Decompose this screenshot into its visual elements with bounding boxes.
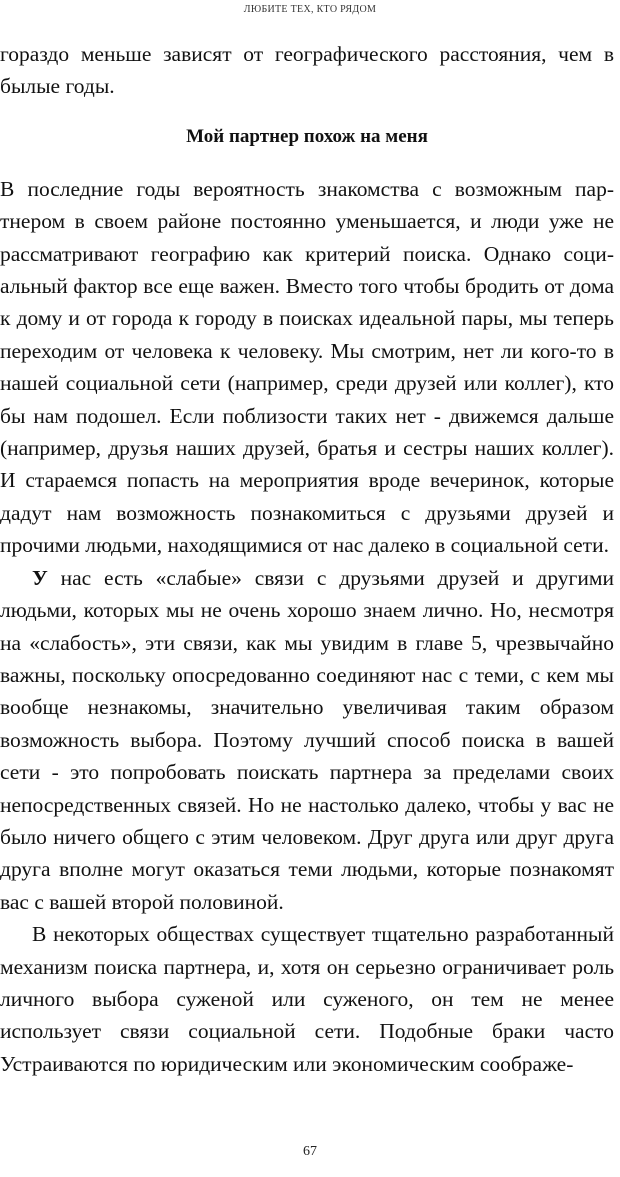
running-header: ЛЮБИТЕ ТЕХ, КТО РЯДОМ: [243, 4, 377, 15]
continuation-paragraph: гораздо меньше зависят от географического расстояния, чем в былые годы.: [0, 42, 614, 99]
page-body: [0, 38, 614, 1080]
paragraph-2: [0, 562, 614, 918]
paragraph-3: В некоторых обществах существует тщательно разработанный механизм поиска партнера, и, хотя он серьезно ограничивает роль личного выбора суженой или суженого, он тем не менее использует связи социальной сети. Подобные браки часто Устраиваются по юридическим или экономическим соображе-: [0, 922, 614, 1076]
paragraph-1: В последние годы вероятность знакомства с возможным партнером в своем районе постоянно уменьшается, и люди уже не рассматривают географию как критерий поиска. Однако социальный фактор все еще важен. Вместо того чтобы бродить от дома к дому и от города к городу в поисках идеальной пары, мы теперь переходим от человека к человеку. Мы смотрим, нет ли кого-то в нашей социальной сети (например, среди друзей или коллег), кто бы нам подошел. Если поблизости таких нет - движемся дальше (например, друзья наших друзей, братья и сестры наших коллег). И стараемся попасть на мероприятия вроде вечеринок, которые дадут нам возможность познакомиться с друзьями друзей и прочими людьми, находящимися от нас далеко в социальной сети.: [0, 176, 614, 558]
page-number: 67: [303, 1144, 317, 1159]
section-title: Мой партнер похож на меня: [186, 125, 428, 147]
paragraph-2-text: нас есть «слабые» связи с друзьями друзей и другими людьми, которых мы не очень хорошо знаем лично. Но, несмотря на «слабость», эти связи, как мы увидим в главе 5, чрезвычайно важны, поскольку опосредованно соединяют нас с теми, с кем мы вообще незнакомы, значительно увеличивая таким образом возможность выбора. Поэтому лучший способ поиска в вашей сети - это попробовать поискать партнера за пределами своих непосредственных связей. Но не настолько далеко, чтобы у вас не было ничего общего с этим человеком. Друг друга или друг друга друга вполне могут оказаться теми людьми, которые познакомят вас с вашей второй половиной.: [0, 565, 614, 914]
paragraph-2-lead: У: [32, 565, 48, 590]
